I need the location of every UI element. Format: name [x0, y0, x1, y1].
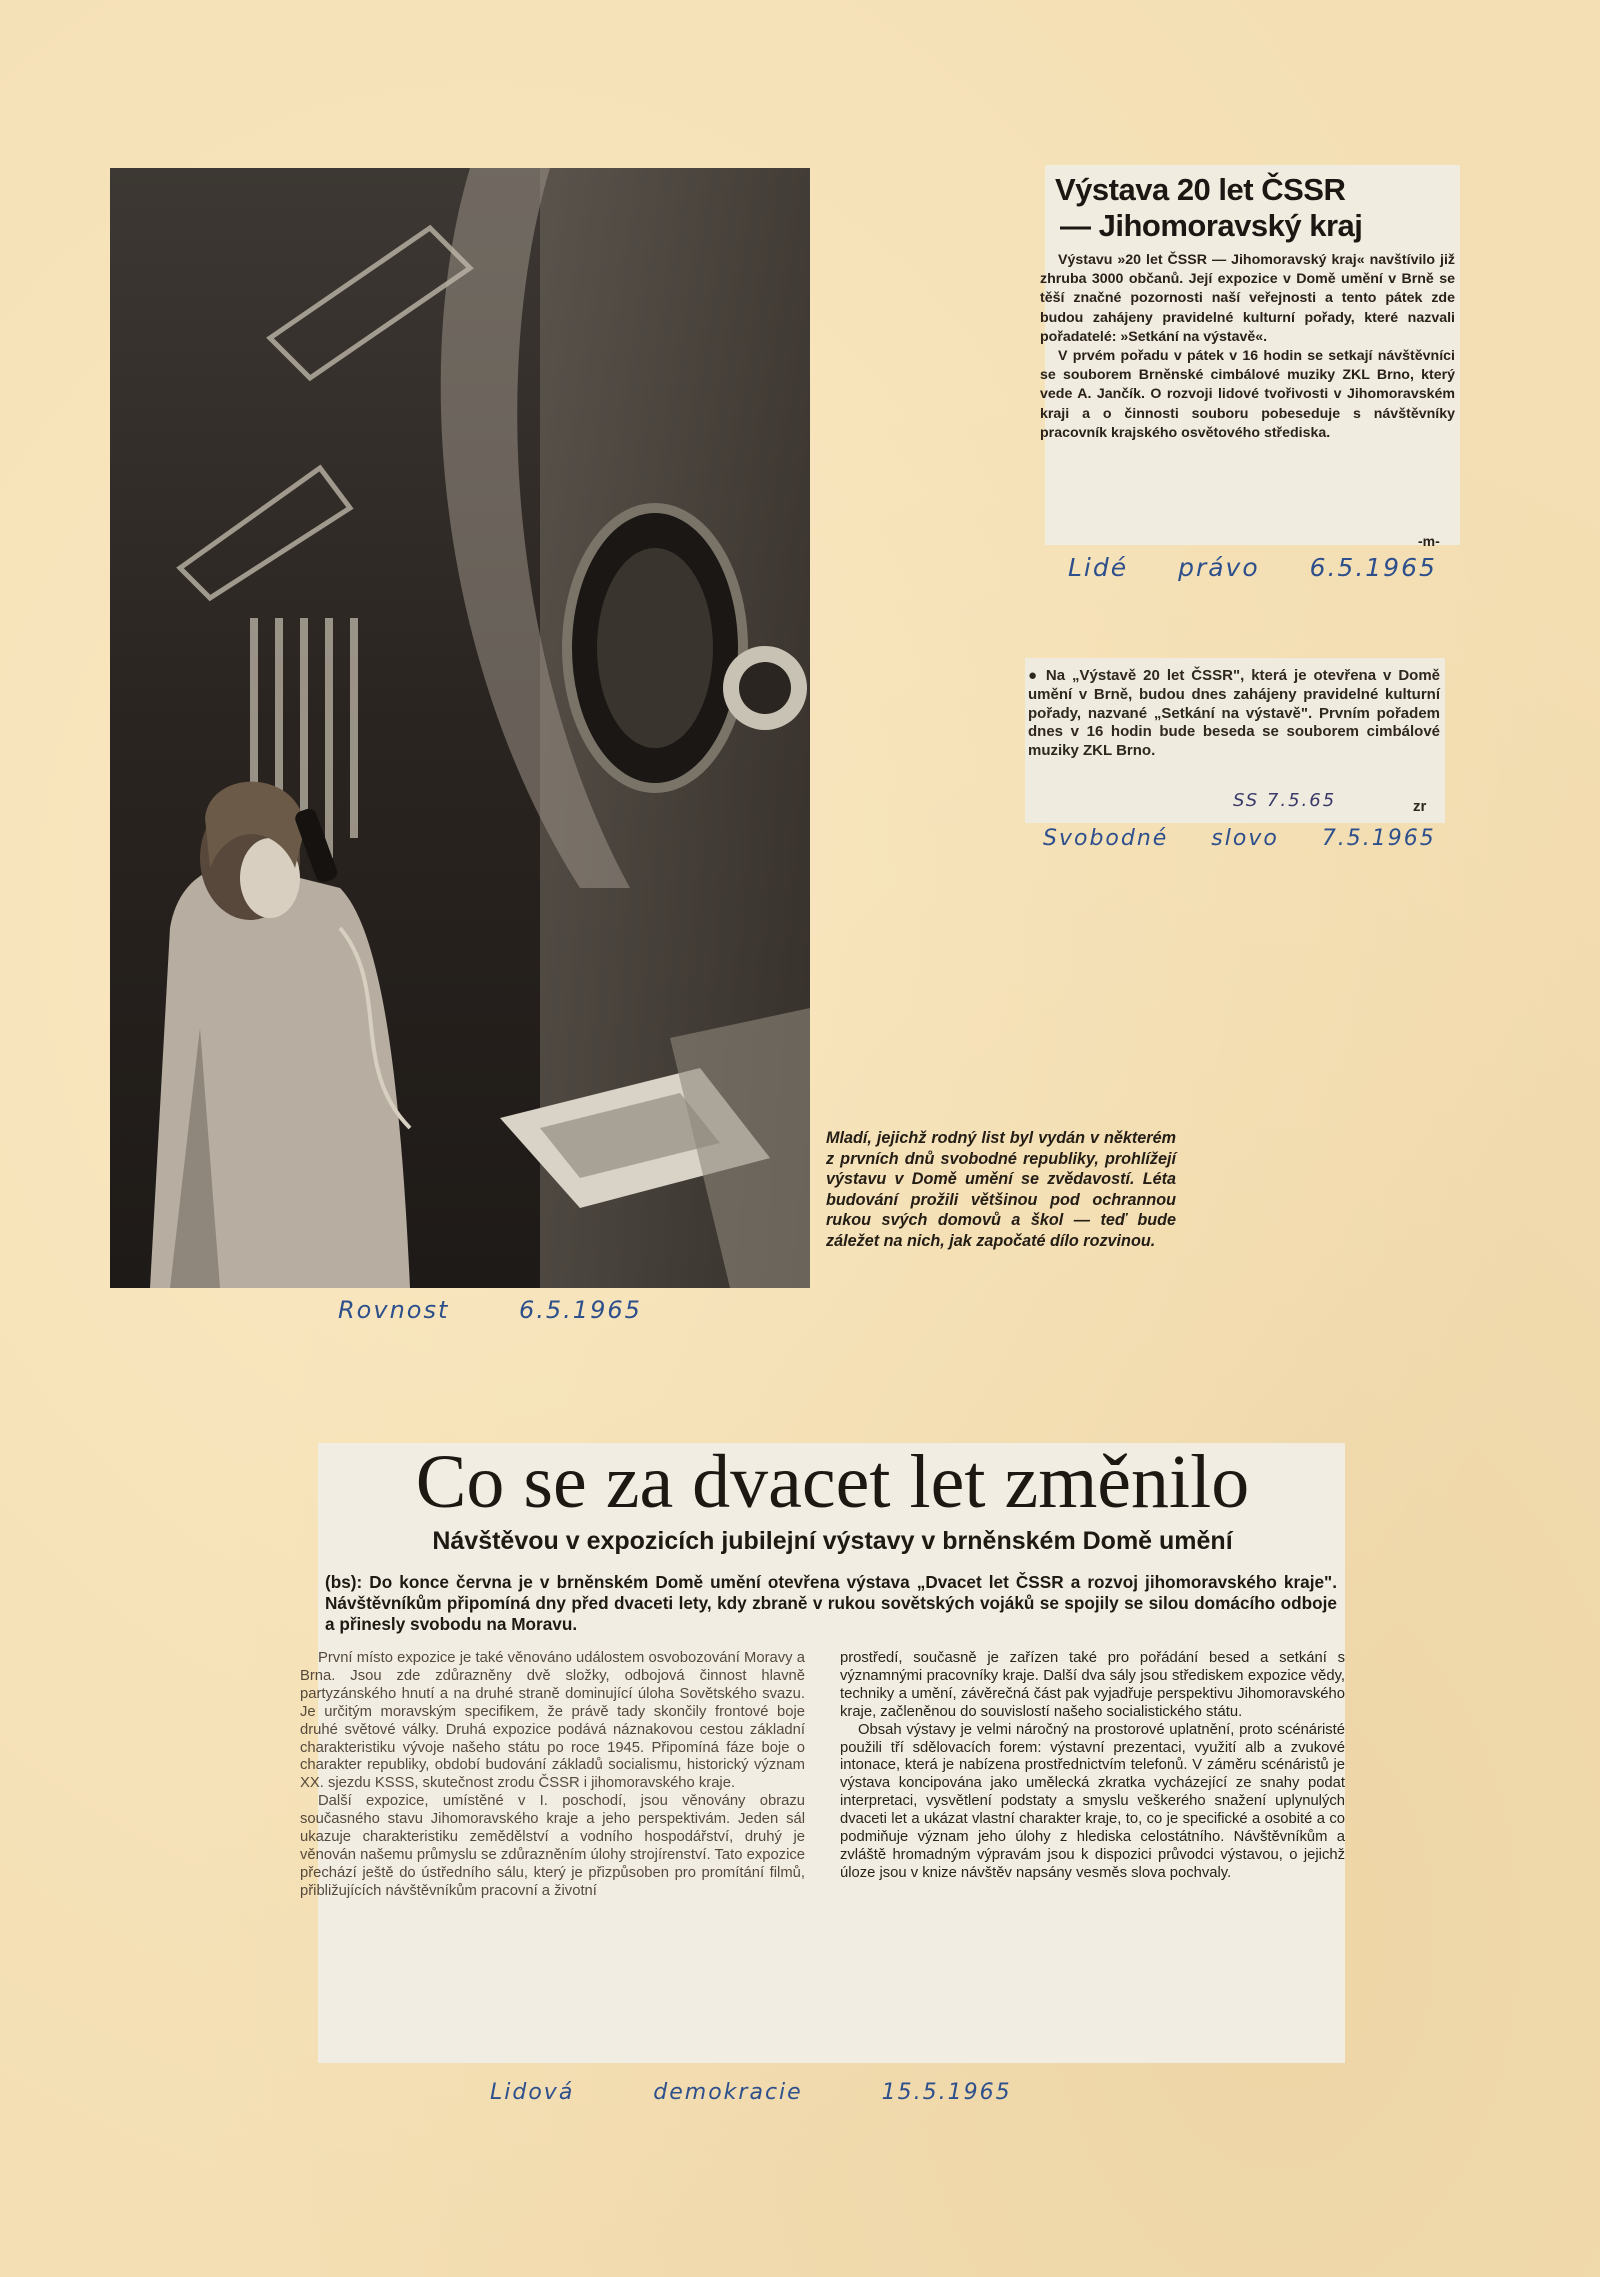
clipping-1-headline [1055, 172, 1455, 244]
article-paragraph: První místo expozice je také věnováno událostem osvobozování Moravy a Brna. Jsou zde zdůrazněny dvě složky, odbojová činnost hlavně partyzánského hnutí a na druhé straně dominující úloha Sovětského svazu. Je určitým moravským specifikem, že právě tady skončily frontové boje druhé světové války. Druhá expozice podává náznakovou cestou základní charakteristiku vývoje našeho státu po roce 1945. Připomíná fáze boje o charakter republiky, období budování základů socialismu, historický význam XX. sjezdu KSSS, skutečnost zrodu ČSSR i jihomoravského kraje. [300, 1650, 805, 1792]
exhibition-photo [110, 168, 810, 1288]
article-title: Co se za dvacet let změnilo [415, 1440, 1250, 1524]
clipping-2-body [1028, 667, 1440, 761]
clipping-1-paragraph: V prvém pořadu v pátek v 16 hodin se setkají návštěvníci se souborem Brněnské cimbálové muziky ZKL Brno, který vede A. Jančík. O rozvoji lidové tvořivosti v Jihomoravském kraji a o činnosti souboru pobeseduje s návštěvníky pracovník krajského osvětového střediska. [1040, 348, 1455, 441]
handwritten-source-1: Lidé právo 6.5.1965 [1068, 553, 1437, 582]
article-paragraph: Další expozice, umístěné v I. poschodí, jsou věnovány obrazu současného stavu Jihomoravského kraje a jeho perspektivám. Jeden sál ukazuje charakteristiku zemědělství a vodního hospodářství, druhý je věnován našemu průmyslu se zdůrazněním úlohy strojírenství. Tato expozice přechází ještě do ústředního sálu, který je přizpůsoben pro promítání filmů, přibližujících návštěvníkům pracovní a životní [300, 1793, 805, 1899]
article-lead: (bs): Do konce června je v brněnském Domě umění otevřena výstava „Dvacet let ČSSR a rozvoj jihomoravského kraje". Návštěvníkům připomíná dny před dvaceti lety, kdy zbraně v rukou sovětských vojáků se spojily se silou domácího odboje a přinesly svobodu na Moravu. [325, 1572, 1337, 1634]
article-columns [300, 1650, 1345, 1901]
bullet-icon: ● [1028, 667, 1040, 684]
clipping-2-text: Na „Výstavě 20 let ČSSR", která je otevřena v Domě umění v Brně, budou dnes zahájeny pravidelné kulturní pořady, nazvané „Setkání na výstavě". Prvním pořadem dnes v 16 hodin bude beseda se souborem cimbálové muziky ZKL Brno. [1028, 667, 1440, 760]
headline-line-1: Výstava 20 let ČSSR [1055, 172, 1346, 207]
article-paragraph: Obsah výstavy je velmi náročný na prostorové uplatnění, proto scénáristé použili tří sdělovacích forem: výstavní prezentaci, využití alb a zvukové intonace, která je nabízena prostřednictvím telefonů. V záměru scénáristů je výstava koncipována jako umělecká zkratka vycházející ze snahy podat interpretaci, vysvětlení podstaty a smyslu veškerého snažení uplynulých dvaceti let a ukázat vlastní charakter kraje, to, co je specifické a osobité a co podmiňuje význam jeho úlohy z hlediska celostátního. Návštěvníkům a zvláště hromadným výpravám jsou k dispozici průvodci výstavou, o jejichž úloze jsou v knize návštěv napsány vesměs slova pochvaly. [840, 1721, 1345, 1881]
article-column-right [840, 1650, 1345, 1901]
handwritten-source-4: Lidová demokracie 15.5.1965 [490, 2080, 1012, 2105]
article-paragraph: prostředí, současně je zařízen také pro pořádání besed a setkání s významnými pracovníky kraje. Další dva sály jsou střediskem expozice vědy, techniky a umění, závěrečná část pak vyjadřuje perspektivu Jihomoravského kraje, začleněnou do souvislostí našeho socialistického státu. [840, 1650, 1345, 1720]
handwritten-source-2: Svobodné slovo 7.5.1965 [1043, 826, 1436, 851]
handwritten-note: SS 7.5.65 [1233, 790, 1337, 811]
clipping-1-signature: -m- [1418, 533, 1440, 549]
clipping-2-signature: zr [1413, 798, 1427, 815]
headline-line-2: — Jihomoravský kraj [1060, 208, 1363, 243]
photo-caption: Mladí, jejichž rodný list byl vydán v některém z prvních dnů svobodné republiky, prohlížejí výstavu v Domě umění se zvědavostí. Léta budování prožili většinou pod ochrannou rukou svých domovů a škol — teď bude záležet na nich, jak započaté dílo rozvinou. [826, 1129, 1176, 1250]
clipping-1-body [1040, 251, 1455, 443]
handwritten-source-3: Rovnost 6.5.1965 [338, 1296, 642, 1324]
clipping-1-paragraph: Výstavu »20 let ČSSR — Jihomoravský kraj« navštívilo již zhruba 3000 občanů. Její expozice v Domě umění v Brně se těší značné pozornosti naší veřejnosti a tento pátek zde budou zahájeny pravidelné kulturní pořady, které nazvali pořadatelé: »Setkání na výstavě«. [1040, 252, 1455, 345]
article-column-left [300, 1650, 805, 1901]
article-subtitle: Návštěvou v expozicích jubilejní výstavy v brněnském Domě umění [432, 1527, 1233, 1555]
